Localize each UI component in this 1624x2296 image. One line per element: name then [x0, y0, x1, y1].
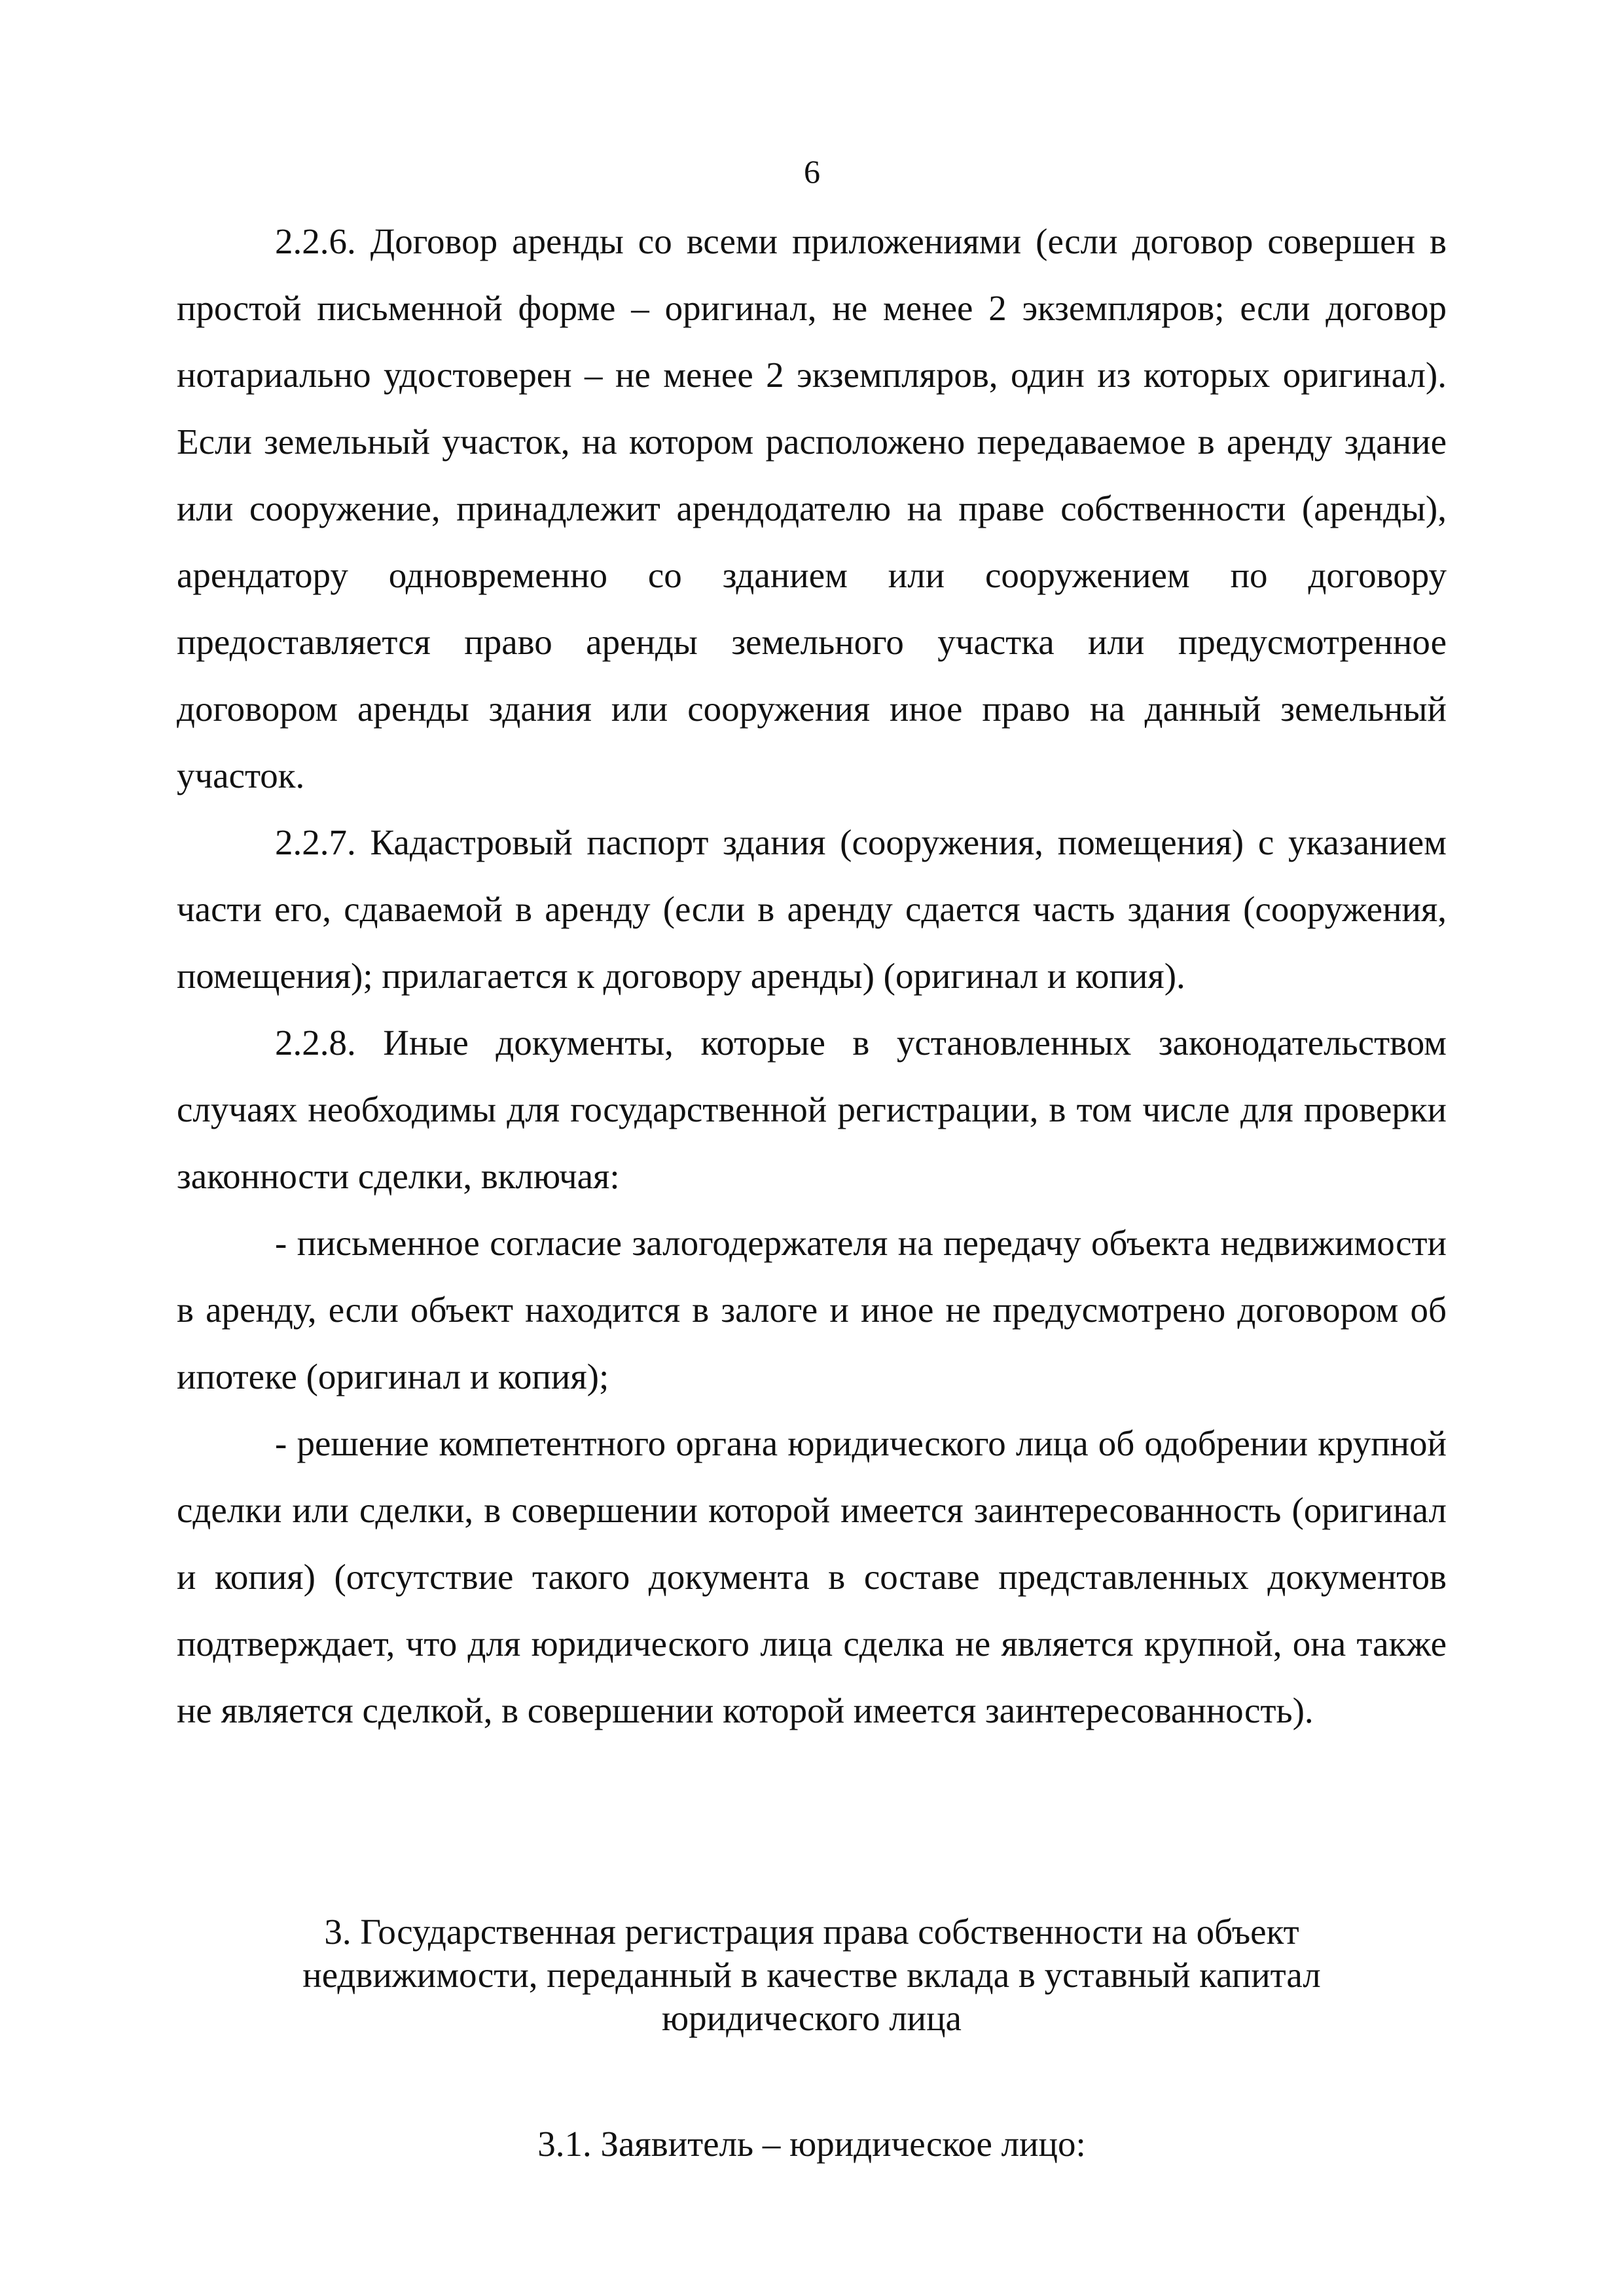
section-subheading: 3.1. Заявитель – юридическое лицо: [537, 2124, 1086, 2164]
paragraph-2-2-8: 2.2.8. Иные документы, которые в установленных законодательством случаях необходимы для государственной регистрации, в том числе для проверки законности сделки, включая: [177, 1023, 1447, 1196]
section-heading: 3. Государственная регистрация права собственности на объект недвижимости, переданный в качестве вклада в уставный капитал юридического лица [302, 1912, 1321, 2038]
section-heading-block [177, 1910, 1447, 2040]
document-body [177, 208, 1447, 1744]
list-item-deal-approval: - решение компетентного органа юридического лица об одобрении крупной сделки или сделки, в совершении которой имеется заинтересованность (оригинал и копия) (отсутствие такого документа в составе представленных документов подтверждает, что для юридического лица сделка не является крупной, она также не является сделкой, в совершении которой имеется заинтересованность). [177, 1423, 1447, 1730]
paragraph-2-2-7: 2.2.7. Кадастровый паспорт здания (сооружения, помещения) с указанием части его, сдаваемой в аренду (если в аренду сдается часть здания (сооружения, помещения); прилагается к договору аренды) (оригинал и копия). [177, 822, 1447, 996]
subheading-block [177, 2123, 1447, 2166]
paragraph-2-2-6: 2.2.6. Договор аренды со всеми приложениями (если договор совершен в простой письменной форме – оригинал, не менее 2 экземпляров; если договор нотариально удостоверен – не менее 2 экземпляров, один из которых оригинал). Если земельный участок, на котором расположено передаваемое в аренду здание или сооружение, принадлежит арендодателю на праве собственности (аренды), арендатору одновременно со зданием или сооружением по договору предоставляется право аренды земельного участка или предусмотренное договором аренды здания или сооружения иное право на данный земельный участок. [177, 221, 1447, 795]
list-item-pledge-consent: - письменное согласие залогодержателя на передачу объекта недвижимости в аренду, если объект находится в залоге и иное не предусмотрено договором об ипотеке (оригинал и копия); [177, 1223, 1447, 1396]
page-number: 6 [804, 153, 820, 190]
